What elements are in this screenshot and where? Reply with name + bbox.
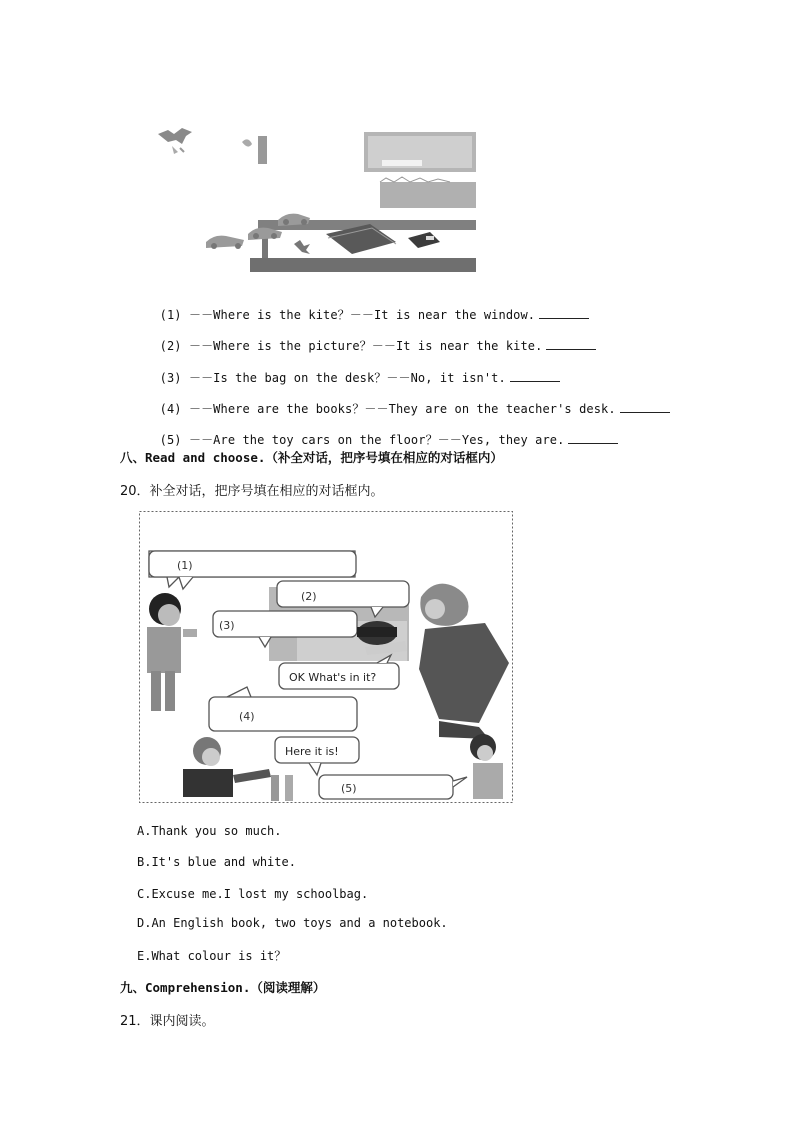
question-20: 20．补全对话，把序号填在相应的对话框内。 [120,484,384,499]
item-number: (1) [159,308,182,322]
bubble-1-label: (1) [177,559,193,572]
picture-drawing [380,177,476,208]
item-text: －－Are the toy cars on the floor？－－Yes, they are. [188,433,565,447]
answer-blank[interactable] [620,402,670,413]
bubble-3-label: (3) [219,619,235,632]
item-number: (2) [159,339,182,353]
bubble-5-label: (5) [341,782,357,795]
item-number: (5) [159,433,182,447]
option-c: C.Excuse me.I lost my schoolbag. [137,887,369,901]
question-21: 21．课内阅读。 [120,1014,215,1029]
q19-item-4 [145,386,670,417]
answer-blank[interactable] [546,339,596,350]
toy-cars-drawing [206,214,310,254]
q19-item-5 [145,417,618,448]
bubble-here-label: Here it is! [285,745,339,758]
option-e: E.What colour is it？ [137,949,287,963]
bubble-2-label: (2) [301,590,317,603]
option-b: B.It's blue and white. [137,855,296,869]
section-9-heading: 九、Comprehension.（阅读理解） [120,980,326,995]
candle-drawing [242,136,267,164]
item-number: (4) [159,402,182,416]
watermark-text: .com [183,662,206,672]
answer-blank[interactable] [568,433,618,444]
option-d: D.An English book, two toys and a notebook. [137,916,448,930]
speech-bubble-5 [319,775,467,799]
item-text: －－Where are the books？－－They are on the teacher's desk. [188,402,616,416]
q19-item-2 [145,323,596,354]
item-text: －－Where is the picture？－－It is near the kite. [188,339,543,353]
bubble-ok-label: OK What's in it? [289,671,377,684]
section-8-heading: 八、Read and choose.（补全对话，把序号填在相应的对话框内） [120,450,503,465]
kite-drawing [158,128,192,154]
dialogue-picture [139,511,513,803]
q19-item-1 [145,292,589,323]
q19-item-3 [145,355,560,386]
answer-blank[interactable] [539,308,589,319]
classroom-picture [150,124,478,276]
bubble-4-label: (4) [239,710,255,723]
answer-blank[interactable] [510,371,560,382]
option-a: A.Thank you so much. [137,824,282,838]
item-text: －－Where is the kite？－－It is near the window. [188,308,536,322]
item-text: －－Is the bag on the desk？－－No, it isn't. [188,371,506,385]
item-number: (3) [159,371,182,385]
window-drawing [364,132,476,172]
